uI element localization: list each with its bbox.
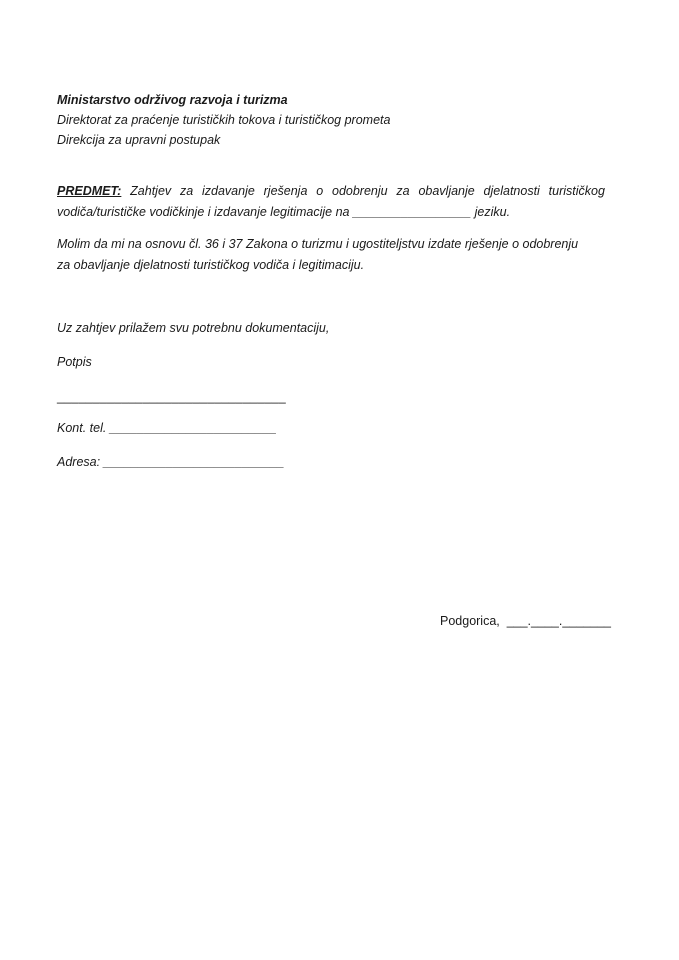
subject-word: Zahtjev [130,184,172,198]
department-name: Direkcija za upravni postupak [57,133,221,147]
attachments-note: Uz zahtjev prilažem svu potrebnu dokumentaciju, [57,321,330,335]
subject-word: odobrenju [332,184,388,198]
signature-line: ________________________________ [57,390,286,404]
subject-word: izdavanje [202,184,255,198]
ministry-name: Ministarstvo održivog razvoja i turizma [57,93,288,107]
subject-word: o [316,184,324,198]
subject-word: za [396,184,410,198]
subject-word: za [179,184,194,198]
subject-paragraph [57,181,605,223]
contact-address-field: Adresa: __________________________ [57,455,285,469]
subject-line-1 [57,181,605,202]
request-paragraph [57,234,605,276]
request-line-2: za obavljanje djelatnosti turističkog vodiča i legitimaciju. [57,258,365,272]
subject-word: turističkog [548,184,605,198]
subject-word: djelatnosti [483,184,540,198]
subject-word: rješenja [263,184,308,198]
place-date-field: Podgorica, ___.____._______ [440,614,611,628]
subject-word: obavljanje [418,184,475,198]
subject-label: PREDMET: [57,184,122,198]
signature-label: Potpis [57,355,92,369]
subject-line-2: vodiča/turističke vodičkinje i izdavanje legitimacije na _________________ jeziku. [57,205,511,219]
request-line-1: Molim da mi na osnovu čl. 36 i 37 Zakona o turizmu i ugostiteljstvu izdate rješenje o odobrenju [57,237,579,251]
contact-phone-field: Kont. tel. ________________________ [57,421,277,435]
directorate-name: Direktorat za praćenje turističkih tokova i turističkog prometa [57,113,391,127]
